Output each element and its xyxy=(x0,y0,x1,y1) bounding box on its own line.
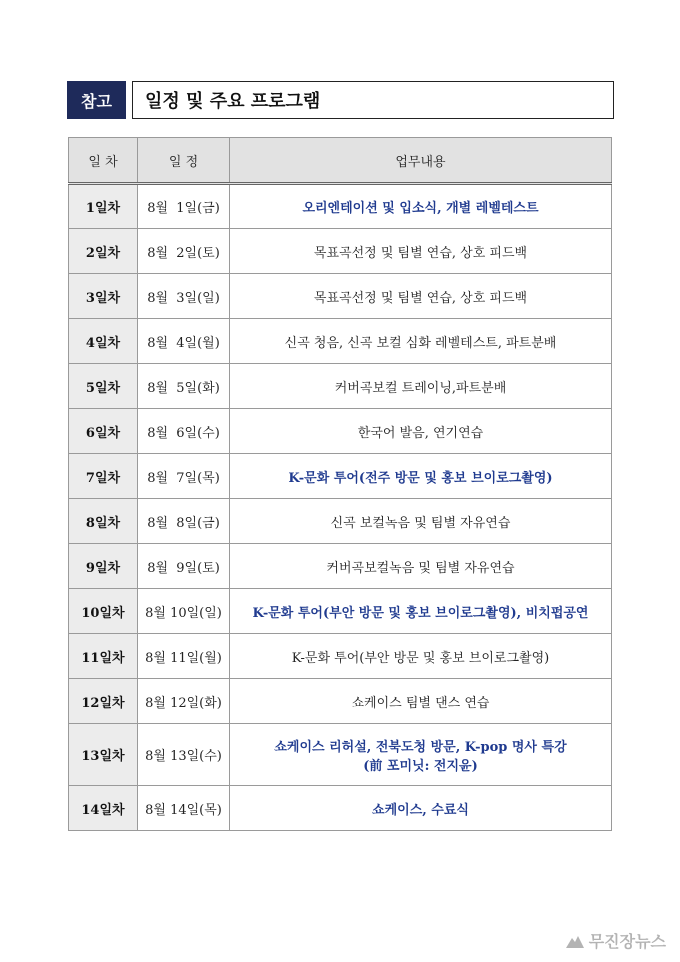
program-text: K-문화 투어(전주 방문 및 홍보 브이로그촬영) xyxy=(288,470,553,486)
program-text-line2: (前 포미닛: 전지윤) xyxy=(363,758,478,774)
program-text: 쇼케이스, 수료식 xyxy=(372,802,469,818)
date-cell: 8월 8일(금) xyxy=(138,499,230,544)
date-cell: 8월 11일(월) xyxy=(138,634,230,679)
day-cell: 5일차 xyxy=(69,364,138,409)
program-cell xyxy=(230,724,612,786)
program-cell xyxy=(230,786,612,831)
watermark-text: 무진장뉴스 xyxy=(588,932,666,951)
table-row xyxy=(69,634,612,679)
date-cell: 8월 14일(목) xyxy=(138,786,230,831)
program-text: 커버곡보컬 트레이닝,파트분배 xyxy=(334,380,507,396)
program-cell xyxy=(230,409,612,454)
program-text: 한국어 발음, 연기연습 xyxy=(357,425,484,441)
program-cell xyxy=(230,364,612,409)
program-cell xyxy=(230,319,612,364)
date-cell: 8월 3일(일) xyxy=(138,274,230,319)
day-cell: 10일차 xyxy=(69,589,138,634)
program-cell xyxy=(230,679,612,724)
table-row xyxy=(69,679,612,724)
table-row xyxy=(69,229,612,274)
program-cell xyxy=(230,589,612,634)
section-header xyxy=(67,81,614,119)
date-cell: 8월 2일(토) xyxy=(138,229,230,274)
day-cell: 14일차 xyxy=(69,786,138,831)
table-header-row xyxy=(69,138,612,184)
day-cell: 1일차 xyxy=(69,184,138,229)
day-cell: 12일차 xyxy=(69,679,138,724)
program-cell xyxy=(230,634,612,679)
table-row xyxy=(69,454,612,499)
table-row xyxy=(69,499,612,544)
date-cell: 8월 1일(금) xyxy=(138,184,230,229)
table-row xyxy=(69,786,612,831)
program-text: 목표곡선정 및 팀별 연습, 상호 피드백 xyxy=(313,290,528,306)
program-cell xyxy=(230,274,612,319)
date-cell: 8월 12일(화) xyxy=(138,679,230,724)
date-cell: 8월 9일(토) xyxy=(138,544,230,589)
schedule-table xyxy=(68,137,612,831)
reference-badge: 참고 xyxy=(67,81,126,119)
date-cell: 8월 7일(목) xyxy=(138,454,230,499)
day-cell: 6일차 xyxy=(69,409,138,454)
date-cell: 8월 10일(일) xyxy=(138,589,230,634)
program-cell xyxy=(230,454,612,499)
watermark xyxy=(565,929,666,952)
day-cell: 4일차 xyxy=(69,319,138,364)
program-cell xyxy=(230,229,612,274)
day-cell: 8일차 xyxy=(69,499,138,544)
program-text: K-문화 투어(부안 방문 및 홍보 브이로그촬영) xyxy=(291,650,550,666)
day-cell: 9일차 xyxy=(69,544,138,589)
table-row xyxy=(69,319,612,364)
day-cell: 3일차 xyxy=(69,274,138,319)
date-cell: 8월 5일(화) xyxy=(138,364,230,409)
table-row xyxy=(69,589,612,634)
day-cell: 2일차 xyxy=(69,229,138,274)
table-row xyxy=(69,544,612,589)
mountain-logo-icon xyxy=(565,933,585,949)
table-row xyxy=(69,724,612,786)
program-text: 커버곡보컬녹음 및 팀별 자유연습 xyxy=(326,560,515,576)
program-text: 신곡 보컬녹음 및 팀별 자유연습 xyxy=(330,515,511,531)
date-cell: 8월 13일(수) xyxy=(138,724,230,786)
program-text: 쇼케이스 팀별 댄스 연습 xyxy=(351,695,490,711)
table-row xyxy=(69,184,612,229)
date-cell: 8월 4일(월) xyxy=(138,319,230,364)
column-header-day: 일 차 xyxy=(69,138,138,184)
day-cell: 13일차 xyxy=(69,724,138,786)
program-text: 목표곡선정 및 팀별 연습, 상호 피드백 xyxy=(313,245,528,261)
program-cell xyxy=(230,544,612,589)
program-text: 쇼케이스 리허설, 전북도청 방문, K-pop 명사 특강 xyxy=(274,739,567,755)
date-cell: 8월 6일(수) xyxy=(138,409,230,454)
program-text: K-문화 투어(부안 방문 및 홍보 브이로그촬영), 비치펍공연 xyxy=(252,605,589,621)
program-text: 오리엔테이션 및 입소식, 개별 레벨테스트 xyxy=(302,201,539,216)
column-header-program: 업무내용 xyxy=(230,138,612,184)
day-cell: 11일차 xyxy=(69,634,138,679)
program-text: 신곡 청음, 신곡 보컬 심화 레벨테스트, 파트분배 xyxy=(284,335,557,351)
table-row xyxy=(69,409,612,454)
program-cell xyxy=(230,184,612,229)
day-cell: 7일차 xyxy=(69,454,138,499)
table-row xyxy=(69,274,612,319)
column-header-date: 일 정 xyxy=(138,138,230,184)
section-title: 일정 및 주요 프로그램 xyxy=(132,81,614,119)
program-cell xyxy=(230,499,612,544)
table-row xyxy=(69,364,612,409)
